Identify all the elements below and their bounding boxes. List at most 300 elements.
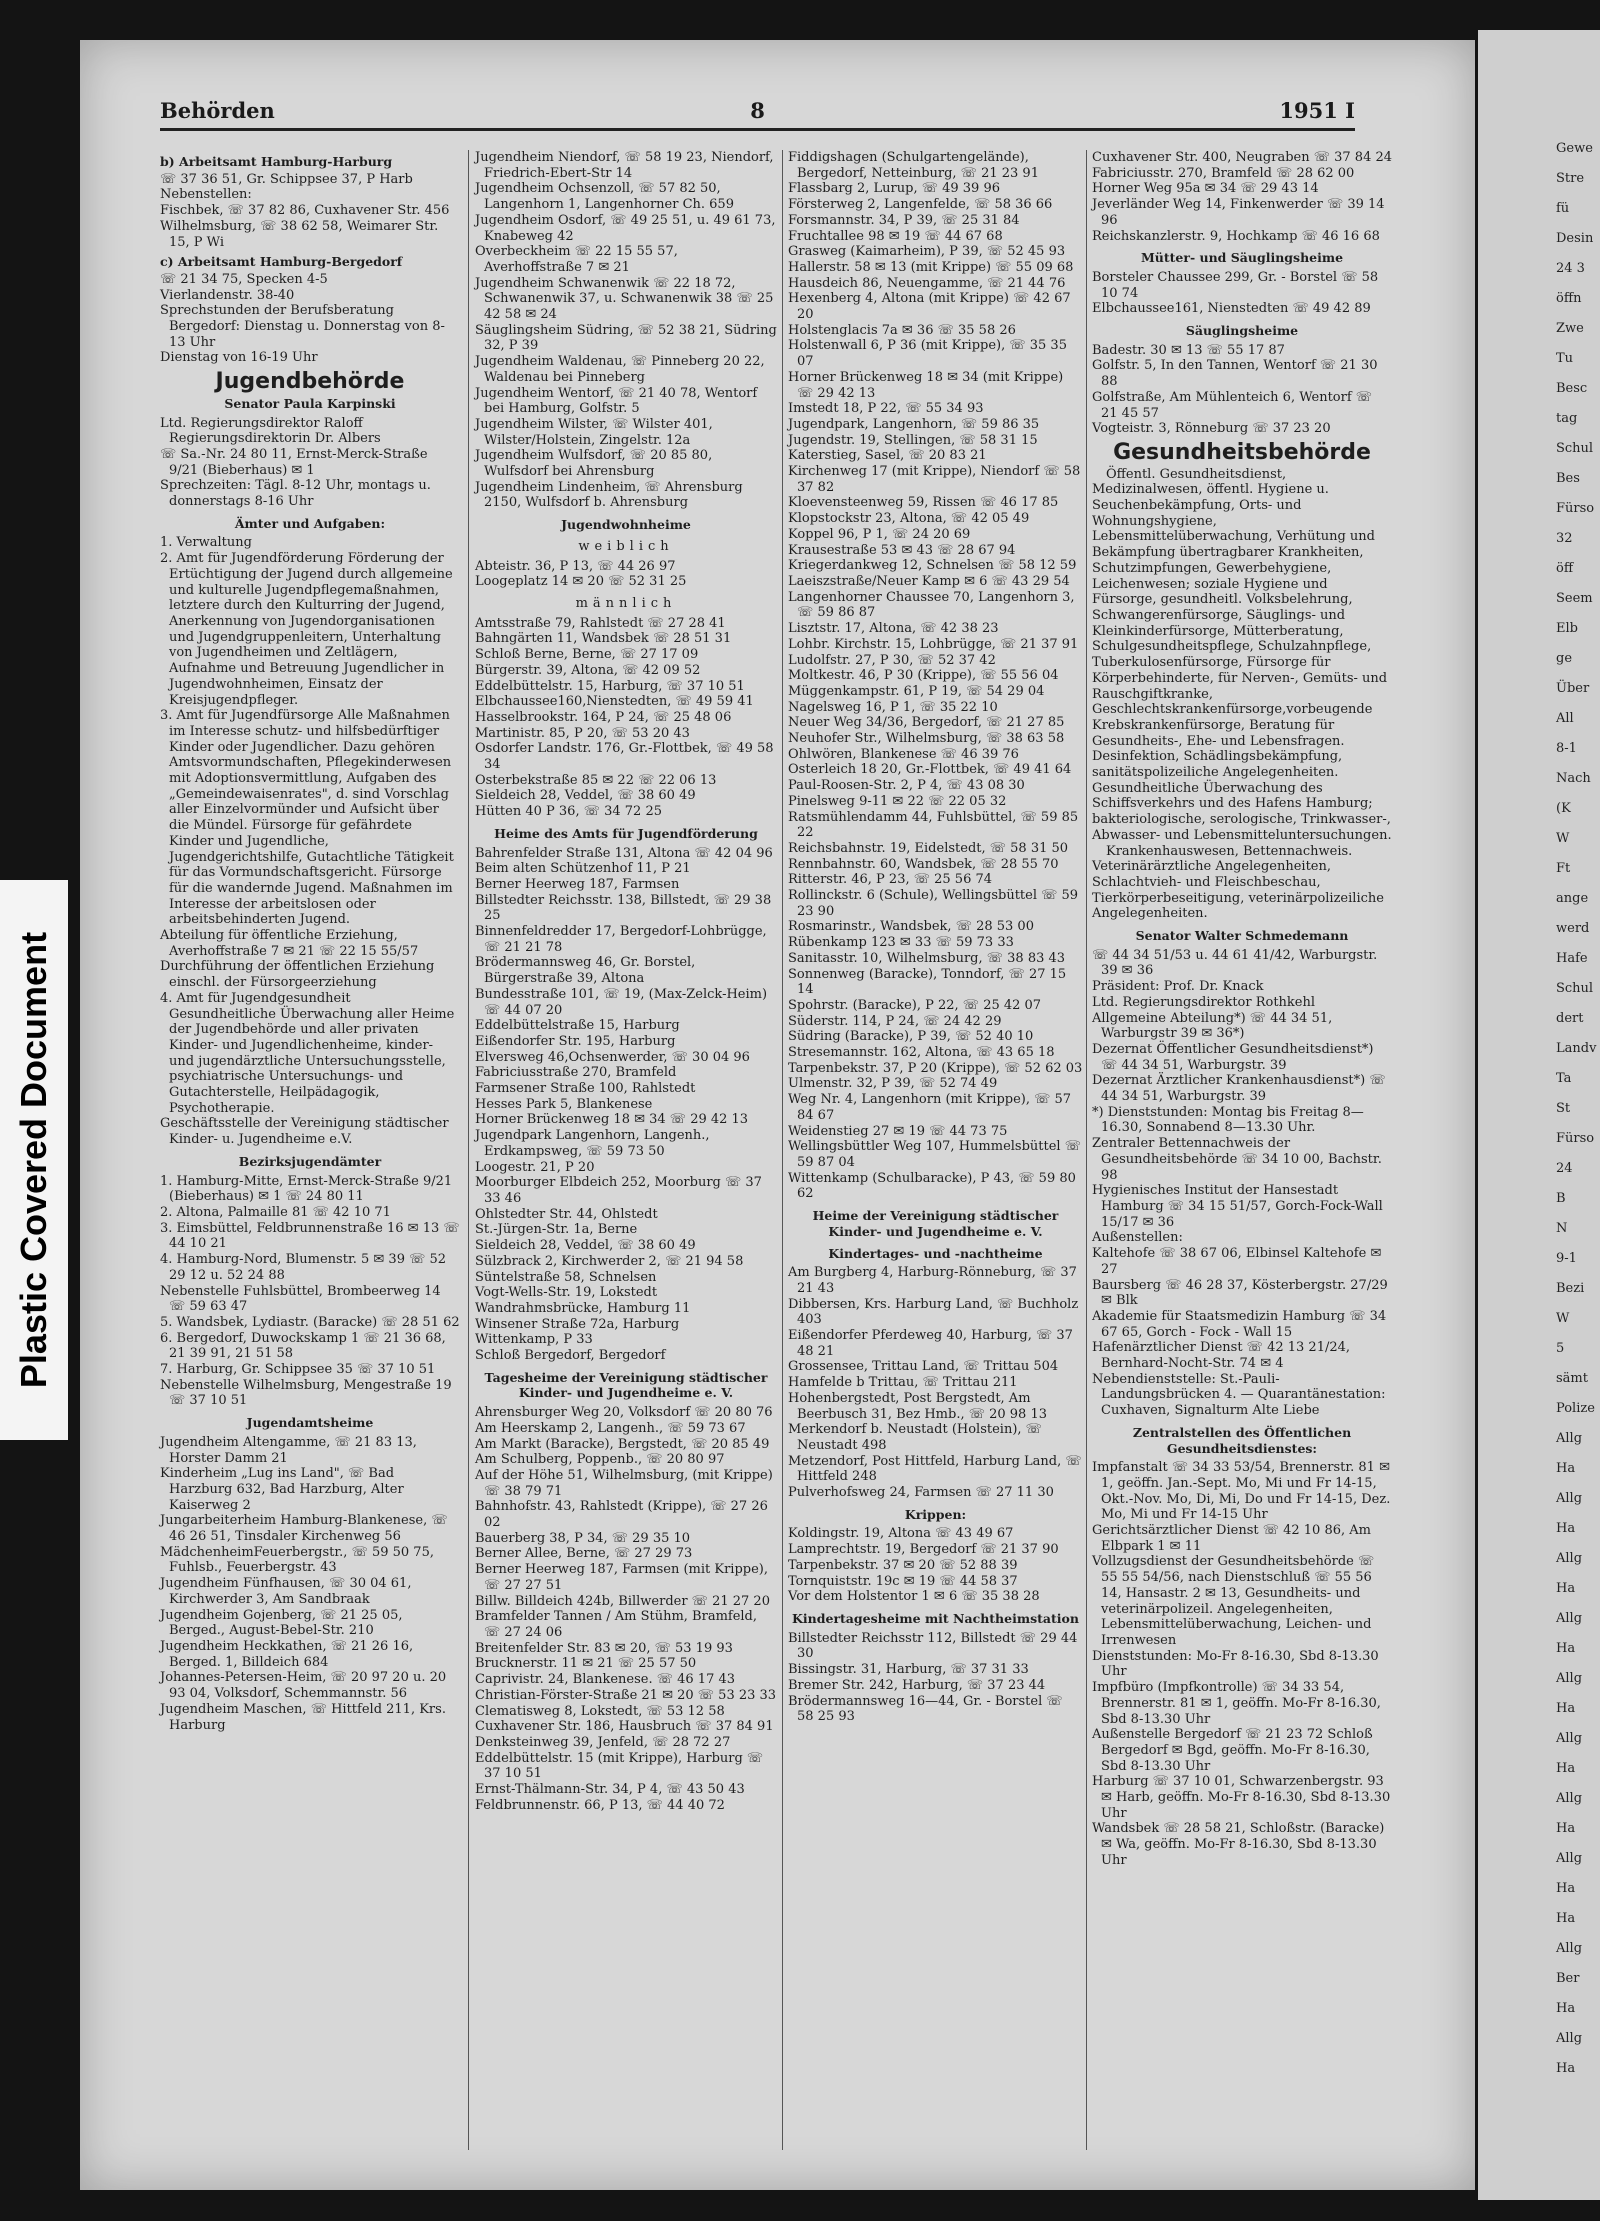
adjacent-page-fragment: werd — [1556, 921, 1590, 936]
directory-entry: Jugendheim Wentorf, ☏ 21 40 78, Wentorf bei Hamburg, Golfstr. 5 — [475, 385, 758, 417]
directory-entry: Merkendorf b. Neustadt (Holstein), ☏ Neustadt 498 — [788, 1422, 1042, 1453]
directory-entry: Eddelbüttelstr. 15, Harburg, ☏ 37 10 51 — [475, 678, 745, 694]
directory-entry: Fabriciusstr. 270, Bramfeld ☏ 28 62 00 — [1092, 165, 1355, 181]
directory-entry: Schloß Bergedorf, Bergedorf — [475, 1348, 666, 1364]
directory-entry: Moltkestr. 46, P 30 (Krippe), ☏ 55 56 04 — [788, 668, 1059, 684]
directory-entry: 3. Amt für Jugendfürsorge Alle Maßnahmen im Interesse schutz- und hilfsbedürftiger Kinder oder Jugendlicher. Dazu gehören Amtsvormundschaften, Pflegekinderwesen mit Adoptionsvermittlung, Aufgaben des „Gemeindewaisenrates", d. sind Vorschlag aller Einzelvormünder und Aufsicht über die Mündel. Fürsorge für gefährdete Kinder und Jugendliche, Jugendgerichtshilfe, Gutachtliche Tätigkeit für das Vormundschaftsgericht. Fürsorge für die wandernde Jugend. Maßnahmen im Interesse der arbeitslosen oder arbeitsbehinderten Jugend. — [160, 708, 454, 928]
directory-entry: Südring (Baracke), P 39, ☏ 52 40 10 — [788, 1029, 1034, 1045]
directory-entry: 1. Verwaltung — [160, 535, 252, 551]
adjacent-page-fragment: dert — [1556, 1011, 1584, 1026]
directory-entry: Horner Weg 95a ✉ 34 ☏ 29 43 14 — [1092, 181, 1319, 197]
directory-entry: Bahrenfelder Straße 131, Altona ☏ 42 04 96 — [475, 845, 773, 861]
directory-entry: Laeiszstraße/Neuer Kamp ✉ 6 ☏ 43 29 54 — [788, 573, 1070, 589]
directory-entry: Jugendheim Wilster, ☏ Wilster 401, Wilster/Holstein, Zingelstr. 12a — [475, 416, 713, 448]
directory-entry: Jeverländer Weg 14, Finkenwerder ☏ 39 14 96 — [1092, 197, 1385, 228]
directory-entry: Bremer Str. 242, Harburg, ☏ 37 23 44 — [788, 1677, 1046, 1693]
directory-entry: Harburg ☏ 37 10 01, Schwarzenbergstr. 93 ✉ Harb, geöffn. Mo-Fr 8-16.30, Sbd 8-13.30 Uhr — [1092, 1774, 1391, 1821]
column-rule — [468, 150, 469, 2150]
directory-entry: Hafenärztlicher Dienst ☏ 42 13 21/24, Bernhard-Nocht-Str. 74 ✉ 4 — [1092, 1340, 1351, 1372]
directory-entry: Osdorfer Landstr. 176, Gr.-Flottbek, ☏ 49 58 34 — [475, 741, 774, 773]
directory-entry: Ulmenstr. 32, P 39, ☏ 52 74 49 — [788, 1076, 998, 1092]
adjacent-page-fragment: Ha — [1556, 1701, 1576, 1716]
adjacent-page-fragment: Tu — [1556, 351, 1574, 366]
header-year-volume: 1951 I — [1279, 98, 1355, 123]
adjacent-page-fragment: Ha — [1556, 1911, 1576, 1926]
directory-entry: Jugendheim Schwanenwik ☏ 22 18 72, Schwanenwik 37, u. Schwanenwik 38 ☏ 25 42 58 ✉ 24 — [475, 275, 774, 323]
body-paragraph: Krankenhauswesen, Bettennachweis. Veterinärärztliche Angelegenheiten, Schlachtvieh- und Fleischbeschau, Tierkörperbeseitigung, veterinärpolizeiliche Angelegenheiten. — [1092, 843, 1384, 922]
directory-entry: Am Markt (Baracke), Bergstedt, ☏ 20 85 49 — [475, 1436, 770, 1452]
directory-entry: Hohenbergstedt, Post Bergstedt, Am Beerbusch 31, Bez Hmb., ☏ 20 98 13 — [788, 1390, 1048, 1422]
directory-entry: Weg Nr. 4, Langenhorn (mit Krippe), ☏ 57 84 67 — [788, 1092, 1072, 1123]
directory-entry: Spohrstr. (Baracke), P 22, ☏ 25 42 07 — [788, 997, 1042, 1013]
directory-entry: Ltd. Regierungsdirektor Rothkehl — [1092, 994, 1316, 1010]
directory-entry: ☏ 21 34 75, Specken 4-5 — [160, 271, 328, 287]
directory-entry: Ahrensburger Weg 20, Volksdorf ☏ 20 80 76 — [475, 1405, 773, 1421]
directory-entry: Brucknerstr. 11 ✉ 21 ☏ 25 57 50 — [475, 1656, 697, 1672]
directory-entry: Holstenwall 6, P 36 (mit Krippe), ☏ 35 35 07 — [788, 338, 1067, 370]
directory-entry: Denksteinweg 39, Jenfeld, ☏ 28 72 27 — [475, 1734, 731, 1750]
directory-entry: Kriegerdankweg 12, Schnelsen ☏ 58 12 59 — [788, 558, 1077, 574]
directory-entry: Vogteistr. 3, Rönneburg ☏ 37 23 20 — [1092, 421, 1331, 437]
directory-entry: Rosmarinstr., Wandsbek, ☏ 28 53 00 — [788, 919, 1034, 935]
adjacent-page-fragment: Besc — [1556, 381, 1588, 396]
directory-entry: Flassbarg 2, Lurup, ☏ 49 39 96 — [788, 181, 1001, 197]
adjacent-page-fragment: Allg — [1556, 1791, 1583, 1806]
directory-entry: Breitenfelder Str. 83 ✉ 20, ☏ 53 19 93 — [475, 1640, 733, 1656]
section-heading: Ämter und Aufgaben: — [234, 515, 386, 531]
directory-entry: Jugendheim Fünfhausen, ☏ 30 04 61, Kirchwerder 3, Am Sandbraak — [160, 1576, 412, 1607]
adjacent-page-fragment: Seem — [1556, 591, 1593, 606]
directory-entry: Holstenglacis 7a ✉ 36 ☏ 35 58 26 — [788, 322, 1016, 338]
directory-entry: Reichskanzlerstr. 9, Hochkamp ☏ 46 16 68 — [1092, 228, 1380, 244]
directory-entry: ☏ Sa.-Nr. 24 80 11, Ernst-Merck-Straße 9/21 (Bieberhaus) ✉ 1 — [160, 446, 428, 478]
directory-entry: Jugendheim Heckkathen, ☏ 21 26 16, Berged. 1, Billdeich 684 — [160, 1638, 414, 1670]
directory-entry: Jugendpark, Langenhorn, ☏ 59 86 35 — [788, 416, 1040, 432]
column-rule — [1086, 150, 1087, 2150]
directory-entry: ☏ 44 34 51/53 u. 44 61 41/42, Warburgstr. 39 ✉ 36 — [1092, 947, 1378, 979]
adjacent-page-fragment: öff — [1556, 561, 1574, 576]
directory-entry: Sieldeich 28, Veddel, ☏ 38 60 49 — [475, 1238, 696, 1254]
directory-entry: Jugendheim Ochsenzoll, ☏ 57 82 50, Langenhorn 1, Langenhorner Ch. 659 — [475, 181, 734, 213]
directory-entry: Billstedter Reichsstr. 138, Billstedt, ☏ 29 38 25 — [475, 892, 772, 924]
directory-entry: Ratsmühlendamm 44, Fuhlsbüttel, ☏ 59 85 22 — [788, 809, 1079, 841]
directory-entry: Tornquiststr. 19c ✉ 19 ☏ 44 58 37 — [788, 1573, 1018, 1589]
adjacent-page-fragment: Ha — [1556, 1821, 1576, 1836]
section-heading: Kindertagesheime mit Nachtheimstation — [792, 1610, 1079, 1626]
directory-entry: Fiddigshagen (Schulgartengelände), Bergedorf, Netteinburg, ☏ 21 23 91 — [788, 150, 1039, 181]
directory-entry: Hesses Park 5, Blankenese — [475, 1096, 653, 1112]
section-heading: Zentralstellen des Öffentlichen Gesundheitsdienstes: — [1132, 1424, 1352, 1456]
section-heading: Heime der Vereinigung städtischer Kinder- und Jugendheime e. V. — [812, 1208, 1059, 1239]
directory-entry: Sprechzeiten: Tägl. 8-12 Uhr, montags u. donnerstags 8-16 Uhr — [160, 478, 431, 510]
directory-entry: Vogt-Wells-Str. 19, Lokstedt — [475, 1285, 658, 1301]
directory-entry: Sonnenweg (Baracke), Tonndorf, ☏ 27 15 14 — [788, 966, 1067, 998]
adjacent-page-fragment: 5 — [1556, 1341, 1565, 1356]
adjacent-page-fragment: Schul — [1556, 981, 1594, 996]
directory-entry: Lamprechtstr. 19, Bergedorf ☏ 21 37 90 — [788, 1542, 1059, 1558]
directory-entry: Brödermannsweg 16—44, Gr. - Borstel ☏ 58 25 93 — [788, 1693, 1063, 1725]
section-heading: Senator Paula Karpinski — [224, 395, 396, 411]
body-paragraph: Öffentl. Gesundheitsdienst, Medizinalwesen, öffentl. Hygiene u. Seuchenbekämpfung, Orts- und Wohnungshygiene, Lebensmittelüberwachung, Verhütung und Bekämpfung übertragbarer Krankheiten, Schutzimpfungen, Gewerbehygiene, Leichenwesen; soziale Hygiene und Fürsorge, gesundheitl. Volksbelehrung, Schwangerenfürsorge, Säuglings- und Kleinkinderfürsorge, Mütterberatung, Schulgesundheitspflege, Schulzahnpflege, Tuberkulosenfürsorge, Fürsorge für Körperbehinderte, für Nerven-, Gemüts- und Rauschgiftkranke, Geschlechtskrankenfürsorge,vorbeugende Krebskrankenfürsorge, Beratung für Gesundheits-, Ehe- und Lebensfragen. Desinfektion, Schädlingsbekämpfung, sanitätspolizeiliche Angelegenheiten. Gesundheitliche Überwachung des Schiffsverkehrs und des Hafens Hamburg; bakteriologische, serologische, Trinkwasser-, Abwasser- und Lebensmitteluntersuchungen. — [1092, 466, 1392, 843]
directory-entry: Farmsener Straße 100, Rahlstedt — [475, 1081, 696, 1097]
directory-entry: 1. Hamburg-Mitte, Ernst-Merck-Straße 9/21 (Bieberhaus) ✉ 1 ☏ 24 80 11 — [160, 1173, 453, 1205]
directory-entry: Horner Brückenweg 18 ✉ 34 (mit Krippe) ☏ 29 42 13 — [788, 369, 1064, 401]
adjacent-page-fragment: Ha — [1556, 1761, 1576, 1776]
directory-entry: Cuxhavener Str. 186, Hausbruch ☏ 37 84 91 — [475, 1719, 774, 1735]
directory-entry: Dienstag von 16-19 Uhr — [160, 350, 318, 366]
adjacent-page-fragment: Nach — [1556, 771, 1591, 786]
directory-entry: Wandsbek ☏ 28 58 21, Schloßstr. (Baracke) ✉ Wa, geöffn. Mo-Fr 8-16.30, Sbd 8-13.30 Uhr — [1092, 1821, 1385, 1868]
directory-entry: Pinelsweg 9-11 ✉ 22 ☏ 22 05 32 — [788, 793, 1007, 809]
directory-entry: Golfstraße, Am Mühlenteich 6, Wentorf ☏ 21 45 57 — [1092, 389, 1373, 421]
directory-entry: Nebendienststelle: St.-Pauli-Landungsbrücken 4. — Quarantänestation: Cuxhaven, Signalturm Alte Liebe — [1092, 1371, 1386, 1419]
directory-entry: Jugendheim Niendorf, ☏ 58 19 23, Niendorf, Friedrich-Ebert-Str 14 — [475, 150, 774, 181]
directory-entry: Vierlandenstr. 38-40 — [160, 287, 295, 303]
directory-entry: Weidenstieg 27 ✉ 19 ☏ 44 73 75 — [788, 1123, 1008, 1139]
adjacent-page-fragment: Allg — [1556, 2031, 1583, 2046]
directory-entry: Jugendpark Langenhorn, Langenh., Erdkampsweg, ☏ 59 73 50 — [475, 1128, 710, 1159]
directory-entry: Gerichtsärztlicher Dienst ☏ 42 10 86, Am Elbpark 1 ✉ 11 — [1092, 1523, 1371, 1554]
adjacent-page-fragment: Allg — [1556, 1731, 1583, 1746]
adjacent-page-fragment: W — [1556, 1311, 1570, 1326]
directory-entry: Pulverhofsweg 24, Farmsen ☏ 27 11 30 — [788, 1485, 1054, 1501]
directory-entry: Klopstockstr 23, Altona, ☏ 42 05 49 — [788, 511, 1030, 527]
directory-entry: Ohlwören, Blankenese ☏ 46 39 76 — [788, 746, 1019, 762]
directory-entry: Ludolfstr. 27, P 30, ☏ 52 37 42 — [788, 652, 996, 668]
directory-entry: Süntelstraße 58, Schnelsen — [475, 1269, 657, 1285]
directory-entry: Impfanstalt ☏ 34 33 53/54, Brennerstr. 81 ✉ 1, geöffn. Jan.-Sept. Mo, Mi und Fr 14-15, Okt.-Nov. Mo, Di, Mi, Do und Fr 14-15, Dez. Mo, Mi und Fr 14-15 Uhr — [1092, 1460, 1391, 1523]
adjacent-page-fragment: St — [1556, 1101, 1571, 1116]
directory-entry: Rennbahnstr. 60, Wandsbek, ☏ 28 55 70 — [788, 856, 1059, 872]
directory-entry: Am Schulberg, Poppenb., ☏ 20 80 97 — [475, 1452, 725, 1468]
text-column-4 — [1092, 150, 1392, 1869]
directory-entry: Feldbrunnenstr. 66, P 13, ☏ 44 40 72 — [475, 1797, 725, 1813]
section-heading: Bezirksjugendämter — [238, 1153, 382, 1169]
directory-entry: Neuhofer Str., Wilhelmsburg, ☏ 38 63 58 — [788, 731, 1065, 747]
directory-entry: Caprivistr. 24, Blankenese. ☏ 46 17 43 — [475, 1672, 736, 1688]
adjacent-page-fragment: Ber — [1556, 1971, 1580, 1986]
directory-entry: Försterweg 2, Langenfelde, ☏ 58 36 66 — [788, 197, 1053, 213]
directory-entry: 3. Eimsbüttel, Feldbrunnenstraße 16 ✉ 13 ☏ 44 10 21 — [160, 1220, 460, 1252]
directory-entry: Eddelbüttelstraße 15, Harburg — [475, 1018, 680, 1034]
directory-entry: Beim alten Schützenhof 11, P 21 — [475, 861, 691, 877]
directory-entry: Elbchaussee161, Nienstedten ☏ 49 42 89 — [1092, 301, 1371, 317]
directory-entry: Overbeckheim ☏ 22 15 55 57, Averhoffstraße 7 ✉ 21 — [475, 244, 678, 275]
directory-entry: Wellingsbüttler Weg 107, Hummelsbüttel ☏ 59 87 04 — [788, 1139, 1081, 1170]
directory-entry: Impfbüro (Impfkontrolle) ☏ 34 33 54, Brennerstr. 81 ✉ 1, geöffn. Mo-Fr 8-16.30, Sbd 8-13.30 Uhr — [1092, 1680, 1381, 1727]
adjacent-page-fragment: Schul — [1556, 441, 1594, 456]
directory-entry: Moorburger Elbdeich 252, Moorburg ☏ 37 33 46 — [475, 1175, 762, 1206]
directory-entry: Katerstieg, Sasel, ☏ 20 83 21 — [788, 448, 987, 464]
directory-entry: Martinistr. 85, P 20, ☏ 53 20 43 — [475, 725, 690, 741]
side-label: Plastic Covered Document — [13, 931, 54, 1389]
directory-entry: Grasweg (Kaimarheim), P 39, ☏ 52 45 93 — [788, 244, 1066, 260]
adjacent-page-fragment: Ft — [1556, 861, 1571, 876]
section-heading: Säuglingsheime — [1185, 323, 1299, 339]
directory-entry: Schloß Berne, Berne, ☏ 27 17 09 — [475, 647, 699, 663]
directory-entry: Durchführung der öffentlichen Erziehung einschl. der Fürsorgeerziehung — [160, 959, 435, 991]
directory-entry: Kaltehofe ☏ 38 67 06, Elbinsel Kaltehofe ✉ 27 — [1092, 1246, 1382, 1277]
directory-entry: ☏ 37 36 51, Gr. Schippsee 37, P Harb — [160, 171, 413, 187]
directory-entry: Abteistr. 36, P 13, ☏ 44 26 97 — [475, 558, 676, 574]
directory-entry: Wittenkamp (Schulbaracke), P 43, ☏ 59 80 62 — [788, 1170, 1076, 1202]
directory-entry: *) Dienststunden: Montag bis Freitag 8—16.30, Sonnabend 8—13.30 Uhr. — [1092, 1104, 1364, 1136]
section-heading: Mütter- und Säuglingsheime — [1140, 250, 1344, 266]
directory-entry: Tarpenbekstr. 37, P 20 (Krippe), ☏ 52 62 03 — [788, 1060, 1083, 1076]
directory-entry: Borsteler Chaussee 299, Gr. - Borstel ☏ 58 10 74 — [1092, 269, 1379, 301]
directory-entry: Außenstelle Bergedorf ☏ 21 23 72 Schloß Bergedorf ✉ Bgd, geöffn. Mo-Fr 8-16.30, Sbd 8-13.30 Uhr — [1092, 1727, 1373, 1774]
directory-entry: 7. Harburg, Gr. Schippsee 35 ☏ 37 10 51 — [160, 1362, 436, 1378]
directory-entry: Forsmannstr. 34, P 39, ☏ 25 31 84 — [788, 212, 1020, 228]
directory-entry: Cuxhavener Str. 400, Neugraben ☏ 37 84 24 — [1092, 150, 1393, 165]
directory-entry: Vollzugsdienst der Gesundheitsbehörde ☏ 55 55 54/56, nach Dienstschluß ☏ 55 56 14, Hansastr. 2 ✉ 13, Gesundheits- und veterinärpolizeil. Angelegenheiten, Lebensmittelüberwachung, Leichen- und Irrenwesen — [1092, 1554, 1375, 1648]
adjacent-page-fragment: Bes — [1556, 471, 1580, 486]
directory-entry: Eißendorfer Pferdeweg 40, Harburg, ☏ 37 48 21 — [788, 1328, 1073, 1359]
section-heading: Kindertages- und -nachtheime — [828, 1245, 1043, 1261]
directory-entry: Kloevensteenweg 59, Rissen ☏ 46 17 85 — [788, 495, 1059, 511]
adjacent-page-fragment: tag — [1556, 411, 1578, 426]
directory-entry: Fischbek, ☏ 37 82 86, Cuxhavener Str. 456 — [160, 203, 450, 219]
directory-entry: Allgemeine Abteilung*) ☏ 44 34 51, Warburgstr 39 ✉ 36*) — [1092, 1010, 1333, 1042]
adjacent-page-fragment: Gewe — [1556, 141, 1593, 156]
directory-entry: Baursberg ☏ 46 28 37, Kösterbergstr. 27/29 ✉ Blk — [1092, 1277, 1388, 1309]
directory-entry: Bahngärten 11, Wandsbek ☏ 28 51 31 — [475, 631, 732, 647]
directory-entry: Wittenkamp, P 33 — [475, 1332, 593, 1348]
adjacent-page-strip — [1478, 30, 1600, 2200]
directory-entry: Koldingstr. 19, Altona ☏ 43 49 67 — [788, 1526, 1014, 1542]
directory-entry: Säuglingsheim Südring, ☏ 52 38 21, Südring 32, P 39 — [475, 322, 777, 354]
directory-entry: Bundesstraße 101, ☏ 19, (Max-Zelck-Heim) ☏ 44 07 20 — [475, 986, 768, 1018]
directory-entry: Jugendheim Osdorf, ☏ 49 25 51, u. 49 61 73, Knabeweg 42 — [475, 212, 776, 244]
directory-entry: Bahnhofstr. 43, Rahlstedt (Krippe), ☏ 27 26 02 — [475, 1499, 768, 1531]
directory-entry: Jugendheim Wulfsdorf, ☏ 20 85 80, Wulfsdorf bei Ahrensburg — [475, 448, 713, 480]
directory-entry: Süderstr. 114, P 24, ☏ 24 42 29 — [788, 1013, 1002, 1029]
adjacent-page-fragment: N — [1556, 1221, 1568, 1236]
directory-entry: Sieldeich 28, Veddel, ☏ 38 60 49 — [475, 788, 696, 804]
directory-entry: Paul-Roosen-Str. 2, P 4, ☏ 43 08 30 — [788, 778, 1025, 794]
directory-entry: Jugendheim Maschen, ☏ Hittfeld 211, Krs. Harburg — [160, 1701, 446, 1733]
directory-entry: Präsident: Prof. Dr. Knack — [1092, 979, 1264, 995]
directory-entry: Brödermannsweg 46, Gr. Borstel, Bürgerstraße 39, Altona — [475, 955, 696, 987]
directory-entry: Imstedt 18, P 22, ☏ 55 34 93 — [788, 401, 984, 417]
directory-entry: Berner Heerweg 187, Farmsen (mit Krippe), ☏ 27 27 51 — [475, 1562, 769, 1593]
directory-entry: Horner Brückenweg 18 ✉ 34 ☏ 29 42 13 — [475, 1112, 749, 1128]
directory-entry: Außenstellen: — [1092, 1230, 1183, 1246]
adjacent-page-fragment: Allg — [1556, 1431, 1583, 1446]
directory-entry: Neuer Weg 34/36, Bergedorf, ☏ 21 27 85 — [788, 715, 1065, 731]
directory-entry: Johannes-Petersen-Heim, ☏ 20 97 20 u. 20 93 04, Volksdorf, Schemmannstr. 56 — [160, 1670, 447, 1702]
directory-entry: Christian-Förster-Straße 21 ✉ 20 ☏ 53 23 33 — [475, 1687, 777, 1703]
directory-entry: Fabriciusstraße 270, Bramfeld — [475, 1065, 677, 1081]
adjacent-page-fragment: Fürso — [1556, 1131, 1595, 1146]
adjacent-page-fragment: Ta — [1556, 1071, 1572, 1086]
directory-entry: Koppel 96, P 1, ☏ 24 20 69 — [788, 526, 971, 542]
adjacent-page-fragment: (K — [1556, 801, 1571, 816]
directory-entry: Hallerstr. 58 ✉ 13 (mit Krippe) ☏ 55 09 68 — [788, 259, 1074, 275]
adjacent-page-fragment: Ha — [1556, 1521, 1576, 1536]
header-page-number: 8 — [750, 98, 765, 123]
directory-entry: Billstedter Reichsstr 112, Billstedt ☏ 29 44 30 — [788, 1630, 1078, 1662]
directory-entry: Kinderheim „Lug ins Land", ☏ Bad Harzburg 632, Bad Harzburg, Alter Kaiserweg 2 — [160, 1466, 404, 1513]
directory-entry: Rübenkamp 123 ✉ 33 ☏ 59 73 33 — [788, 935, 1014, 951]
directory-entry: Dienststunden: Mo-Fr 8-16.30, Sbd 8-13.30 Uhr — [1092, 1648, 1379, 1680]
directory-entry: Winsener Straße 72a, Harburg — [475, 1316, 680, 1332]
directory-entry: Osterleich 18 20, Gr.-Flottbek, ☏ 49 41 64 — [788, 762, 1072, 778]
directory-entry: Akademie für Staatsmedizin Hamburg ☏ 34 67 65, Gorch - Fock - Wall 15 — [1092, 1308, 1387, 1340]
directory-entry: Bramfelder Tannen / Am Stühm, Bramfeld, ☏ 27 24 06 — [475, 1609, 758, 1640]
directory-entry: Amtsstraße 79, Rahlstedt ☏ 27 28 41 — [475, 615, 726, 631]
directory-entry: Stresemannstr. 162, Altona, ☏ 43 65 18 — [788, 1045, 1055, 1061]
directory-entry: Bissingstr. 31, Harburg, ☏ 37 31 33 — [788, 1662, 1029, 1678]
directory-entry: Abteilung für öffentliche Erziehung, Averhoffstraße 7 ✉ 21 ☏ 22 15 55/57 — [160, 928, 419, 959]
directory-entry: Sanitasstr. 10, Wilhelmsburg, ☏ 38 83 43 — [788, 950, 1066, 966]
directory-entry: Hexenberg 4, Altona (mit Krippe) ☏ 42 67 20 — [788, 291, 1071, 323]
section-heading: Heime des Amts für Jugendförderung — [494, 825, 758, 841]
adjacent-page-fragment: W — [1556, 831, 1570, 846]
directory-entry: Hasselbrookstr. 164, P 24, ☏ 25 48 06 — [475, 709, 732, 725]
adjacent-page-fragment: Ha — [1556, 1461, 1576, 1476]
adjacent-page-fragment: 24 — [1556, 1161, 1573, 1176]
directory-entry: Auf der Höhe 51, Wilhelmsburg, (mit Krippe) ☏ 38 79 71 — [475, 1467, 773, 1499]
text-column-3 — [788, 150, 1083, 1725]
adjacent-page-fragment: Stre — [1556, 171, 1585, 186]
directory-entry: Osterbekstraße 85 ✉ 22 ☏ 22 06 13 — [475, 772, 717, 788]
directory-entry: St.-Jürgen-Str. 1a, Berne — [475, 1222, 638, 1238]
section-heading: Krippen: — [904, 1506, 967, 1522]
adjacent-page-fragment: 8-1 — [1556, 741, 1577, 756]
department-title: Jugendbehörde — [215, 369, 405, 395]
section-heading: Senator Walter Schmedemann — [1135, 928, 1349, 944]
directory-entry: Ltd. Regierungsdirektor Raloff Regierungsdirektorin Dr. Albers — [160, 415, 381, 447]
directory-entry: Ohlstedter Str. 44, Ohlstedt — [475, 1206, 658, 1222]
adjacent-page-fragment: B — [1556, 1191, 1566, 1206]
directory-entry: Wandrahmsbrücke, Hamburg 11 — [475, 1300, 691, 1316]
directory-entry: Badestr. 30 ✉ 13 ☏ 55 17 87 — [1092, 342, 1285, 358]
directory-entry: Zentraler Bettennachweis der Gesundheitsbehörde ☏ 34 10 00, Bachstr. 98 — [1092, 1136, 1382, 1183]
directory-entry: Lohbr. Kirchstr. 15, Lohbrügge, ☏ 21 37 91 — [788, 636, 1079, 652]
adjacent-page-fragment: Fürso — [1556, 501, 1595, 516]
directory-entry: Berner Allee, Berne, ☏ 27 29 73 — [475, 1546, 693, 1562]
directory-entry: Billw. Billdeich 424b, Billwerder ☏ 21 27 20 — [475, 1593, 770, 1609]
directory-entry: Hygienisches Institut der Hansestadt Hamburg ☏ 34 15 51/57, Gorch-Fock-Wall 15/17 ✉ 36 — [1092, 1183, 1383, 1230]
directory-entry: Binnenfeldredder 17, Bergedorf-Lohbrügge, ☏ 21 21 78 — [475, 924, 767, 955]
section-heading: Jugendamtsheime — [246, 1415, 374, 1431]
directory-entry: 4. Hamburg-Nord, Blumenstr. 5 ✉ 39 ☏ 52 29 12 u. 52 24 88 — [160, 1252, 447, 1283]
directory-entry: Elbchaussee160,Nienstedten, ☏ 49 59 41 — [475, 694, 754, 710]
adjacent-page-fragment: Ha — [1556, 1581, 1576, 1596]
directory-entry: Jugendheim Altengamme, ☏ 21 83 13, Horster Damm 21 — [160, 1434, 417, 1466]
directory-entry: Am Burgberg 4, Harburg-Rönneburg, ☏ 37 21 43 — [788, 1265, 1077, 1296]
page-header — [160, 98, 1355, 131]
directory-entry: Dibbersen, Krs. Harburg Land, ☏ Buchholz 403 — [788, 1296, 1079, 1328]
directory-entry: Müggenkampstr. 61, P 19, ☏ 54 29 04 — [788, 683, 1045, 699]
department-title: Gesundheitsbehörde — [1113, 439, 1371, 465]
directory-entry: Sprechstunden der Berufsberatung Bergedorf: Dienstag u. Donnerstag von 8-13 Uhr — [160, 303, 445, 350]
adjacent-page-fragment: Ha — [1556, 2001, 1576, 2016]
directory-entry: Fruchtallee 98 ✉ 19 ☏ 44 67 68 — [788, 228, 1003, 244]
header-section-title: Behörden — [160, 98, 275, 123]
directory-entry: Loogestr. 21, P 20 — [475, 1159, 595, 1175]
directory-entry: 2. Amt für Jugendförderung Förderung der Ertüchtigung der Jugend durch allgemeine und kulturelle Jugendpflegemaßnahmen, letztere durch den Kulturring der Jugend, Anerkennung von Jugendorganisationen und Jugendgruppenleitern, Unterhaltung von Jugendheimen und Zeltlägern, Aufnahme und Betreuung Jugendlicher in Jugendwohnheimen, Einsatz der Kreisjugendpfleger. — [160, 551, 453, 708]
text-column-1 — [160, 150, 460, 1733]
section-heading: Jugendwohnheime — [561, 517, 691, 533]
adjacent-page-fragment: sämt — [1556, 1371, 1588, 1386]
directory-entry: Grossensee, Trittau Land, ☏ Trittau 504 — [788, 1359, 1059, 1375]
adjacent-page-fragment: All — [1556, 711, 1574, 726]
text-line: Nebenstellen: — [160, 187, 252, 203]
adjacent-page-fragment: Allg — [1556, 1671, 1583, 1686]
directory-entry: Sülzbrack 2, Kirchwerder 2, ☏ 21 94 58 — [475, 1253, 744, 1269]
directory-entry: Jungarbeiterheim Hamburg-Blankenese, ☏ 46 26 51, Tinsdaler Kirchenweg 56 — [160, 1513, 448, 1545]
directory-entry: Hamfelde b Trittau, ☏ Trittau 211 — [788, 1375, 1018, 1391]
adjacent-page-fragment: 24 3 — [1556, 261, 1585, 276]
directory-entry: Nagelsweg 16, P 1, ☏ 35 22 10 — [788, 699, 998, 715]
directory-entry: Jugendheim Waldenau, ☏ Pinneberg 20 22, Waldenau bei Pinneberg — [475, 354, 765, 385]
adjacent-page-fragment: Bezi — [1556, 1281, 1585, 1296]
spaced-heading: weiblich — [578, 538, 674, 554]
adjacent-page-fragment: Allg — [1556, 1941, 1583, 1956]
directory-entry: 6. Bergedorf, Duwockskamp 1 ☏ 21 36 68, 21 39 91, 21 51 58 — [160, 1330, 446, 1362]
subsection-heading: c) Arbeitsamt Hamburg-Bergedorf — [160, 254, 403, 270]
adjacent-page-fragment: 9-1 — [1556, 1251, 1577, 1266]
directory-entry: Jugendstr. 19, Stellingen, ☏ 58 31 15 — [788, 432, 1038, 448]
directory-entry: Ernst-Thälmann-Str. 34, P 4, ☏ 43 50 43 — [475, 1782, 745, 1798]
adjacent-page-fragment: fü — [1556, 201, 1570, 216]
adjacent-page-fragment: Ha — [1556, 2061, 1576, 2076]
adjacent-page-fragment: öffn — [1556, 291, 1582, 306]
directory-entry: Clematisweg 8, Lokstedt, ☏ 53 12 58 — [475, 1703, 725, 1719]
text-column-2 — [475, 150, 777, 1813]
directory-entry: Reichsbahnstr. 19, Eidelstedt, ☏ 58 31 50 — [788, 840, 1069, 856]
directory-entry: 2. Altona, Palmaille 81 ☏ 42 10 71 — [160, 1205, 391, 1220]
directory-entry: Am Heerskamp 2, Langenh., ☏ 59 73 67 — [475, 1420, 746, 1436]
directory-entry: Kirchenweg 17 (mit Krippe), Niendorf ☏ 58 37 82 — [788, 464, 1081, 495]
directory-entry: Berner Heerweg 187, Farmsen — [475, 876, 680, 892]
adjacent-page-fragment: Ha — [1556, 1881, 1576, 1896]
directory-entry: Krausestraße 53 ✉ 43 ☏ 28 67 94 — [788, 542, 1016, 558]
adjacent-page-fragment: ge — [1556, 651, 1573, 666]
adjacent-page-fragment: Allg — [1556, 1611, 1583, 1626]
directory-entry: Hütten 40 P 36, ☏ 34 72 25 — [475, 804, 662, 820]
adjacent-page-fragment: Über — [1556, 681, 1590, 696]
section-heading: Tagesheime der Vereinigung städtischer Kinder- und Jugendheime e. V. — [484, 1369, 768, 1401]
subsection-heading: b) Arbeitsamt Hamburg-Harburg — [160, 154, 393, 169]
directory-entry: MädchenheimFeuerbergstr., ☏ 59 50 75, Fuhlsb., Feuerbergstr. 43 — [160, 1544, 434, 1576]
adjacent-page-fragment: Landv — [1556, 1041, 1597, 1056]
adjacent-page-fragment: Desin — [1556, 231, 1594, 246]
directory-entry: Tarpenbekstr. 37 ✉ 20 ☏ 52 88 39 — [788, 1557, 1018, 1573]
directory-entry: Elversweg 46,Ochsenwerder, ☏ 30 04 96 — [475, 1049, 750, 1065]
directory-entry: Metzendorf, Post Hittfeld, Harburg Land, ☏ Hittfeld 248 — [788, 1453, 1082, 1485]
directory-entry: Nebenstelle Wilhelmsburg, Mengestraße 19 ☏ 37 10 51 — [160, 1377, 452, 1409]
directory-entry: Langenhorner Chaussee 70, Langenhorn 3, ☏ 59 86 87 — [788, 589, 1075, 621]
directory-entry: Jugendheim Gojenberg, ☏ 21 25 05, Berged., August-Bebel-Str. 210 — [160, 1607, 403, 1639]
directory-entry: Eddelbüttelstr. 15 (mit Krippe), Harburg ☏ 37 10 51 — [475, 1750, 764, 1782]
adjacent-page-fragment: Ha — [1556, 1641, 1576, 1656]
column-rule — [782, 150, 783, 2150]
directory-entry: Lisztstr. 17, Altona, ☏ 42 38 23 — [788, 621, 999, 637]
directory-entry: Jugendheim Lindenheim, ☏ Ahrensburg 2150, Wulfsdorf b. Ahrensburg — [475, 479, 743, 511]
directory-entry: Rollinckstr. 6 (Schule), Wellingsbüttel ☏ 59 23 90 — [788, 888, 1079, 919]
directory-entry: Vor dem Holstentor 1 ✉ 6 ☏ 35 38 28 — [788, 1589, 1040, 1605]
directory-entry: 4. Amt für Jugendgesundheit Gesundheitliche Überwachung aller Heime der Jugendbehörde und aller privaten Kinder- und Jugendlichenheime, kinder- und jugendärztliche Untersuchungsstelle, psychiatrische Untersuchungs- und Gutachterstelle, Heilpädagogik, Psychotherapie. — [160, 990, 455, 1116]
directory-entry: Loogeplatz 14 ✉ 20 ☏ 52 31 25 — [475, 574, 687, 590]
adjacent-page-fragment: Zwe — [1556, 321, 1584, 336]
directory-entry: Dezernat Ärztlicher Krankenhausdienst*) ☏ 44 34 51, Warburgstr. 39 — [1092, 1073, 1386, 1105]
adjacent-page-fragment: Elb — [1556, 621, 1578, 636]
directory-entry: Hausdeich 86, Neuengamme, ☏ 21 44 76 — [788, 275, 1066, 291]
adjacent-page-fragment: Allg — [1556, 1491, 1583, 1506]
